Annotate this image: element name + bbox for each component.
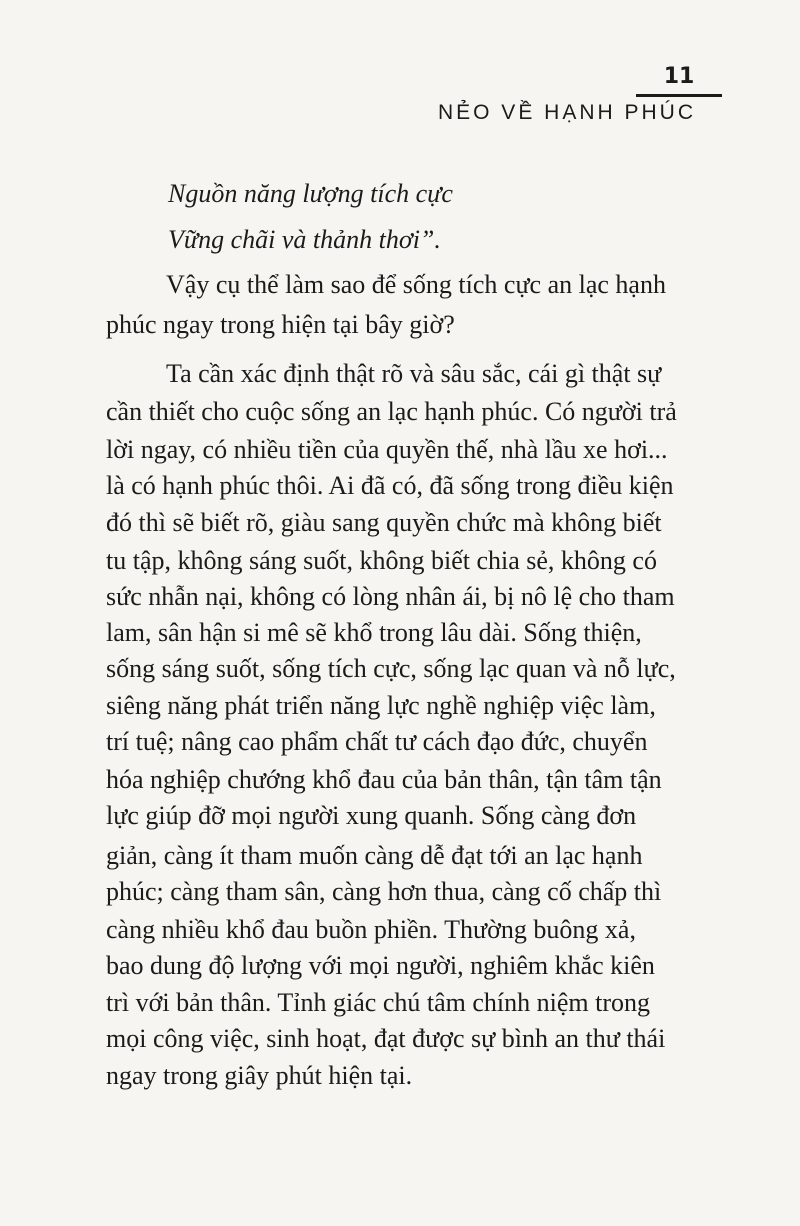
- text-line: Ta cần xác định thật rõ và sâu sắc, cái gì thật sự: [166, 359, 662, 388]
- verse-line: Vững chãi và thảnh thơi”.: [168, 225, 441, 254]
- text-line: mọi công việc, sinh hoạt, đạt được sự bình an thư thái: [106, 1024, 666, 1053]
- text-line: phúc ngay trong hiện tại bây giờ?: [106, 310, 455, 339]
- text-line: càng nhiều khổ đau buồn phiền. Thường buông xả,: [106, 915, 636, 944]
- text-line: phúc; càng tham sân, càng hơn thua, càng cố chấp thì: [106, 877, 662, 906]
- text-line: là có hạnh phúc thôi. Ai đã có, đã sống trong điều kiện: [106, 471, 674, 500]
- text-line: sức nhẫn nại, không có lòng nhân ái, bị nô lệ cho tham: [106, 582, 675, 611]
- page-number: 11: [636, 64, 722, 97]
- text-line: giản, càng ít tham muốn càng dễ đạt tới an lạc hạnh: [106, 841, 643, 870]
- text-line: siêng năng phát triển năng lực nghề nghiệp việc làm,: [106, 691, 656, 720]
- text-line: đó thì sẽ biết rõ, giàu sang quyền chức mà không biết: [106, 508, 662, 537]
- text-line: cần thiết cho cuộc sống an lạc hạnh phúc. Có người trả: [106, 397, 677, 426]
- text-line: hóa nghiệp chướng khổ đau của bản thân, tận tâm tận: [106, 765, 662, 794]
- text-line: trí tuệ; nâng cao phẩm chất tư cách đạo đức, chuyển: [106, 727, 648, 756]
- text-line: lời ngay, có nhiều tiền của quyền thế, nhà lầu xe hơi...: [106, 435, 668, 464]
- text-line: sống sáng suốt, sống tích cực, sống lạc quan và nỗ lực,: [106, 654, 676, 683]
- text-line: lực giúp đỡ mọi người xung quanh. Sống càng đơn: [106, 801, 637, 830]
- text-line: trì với bản thân. Tỉnh giác chú tâm chính niệm trong: [106, 988, 650, 1017]
- text-line: Vậy cụ thể làm sao để sống tích cực an lạc hạnh: [166, 270, 666, 299]
- text-line: ngay trong giây phút hiện tại.: [106, 1061, 413, 1090]
- text-line: lam, sân hận si mê sẽ khổ trong lâu dài. Sống thiện,: [106, 618, 642, 647]
- text-line: tu tập, không sáng suốt, không biết chia sẻ, không có: [106, 546, 657, 575]
- verse-line: Nguồn năng lượng tích cực: [168, 179, 453, 208]
- text-line: bao dung độ lượng với mọi người, nghiêm khắc kiên: [106, 951, 655, 980]
- running-header: NẺO VỀ HẠNH PHÚC: [437, 101, 696, 124]
